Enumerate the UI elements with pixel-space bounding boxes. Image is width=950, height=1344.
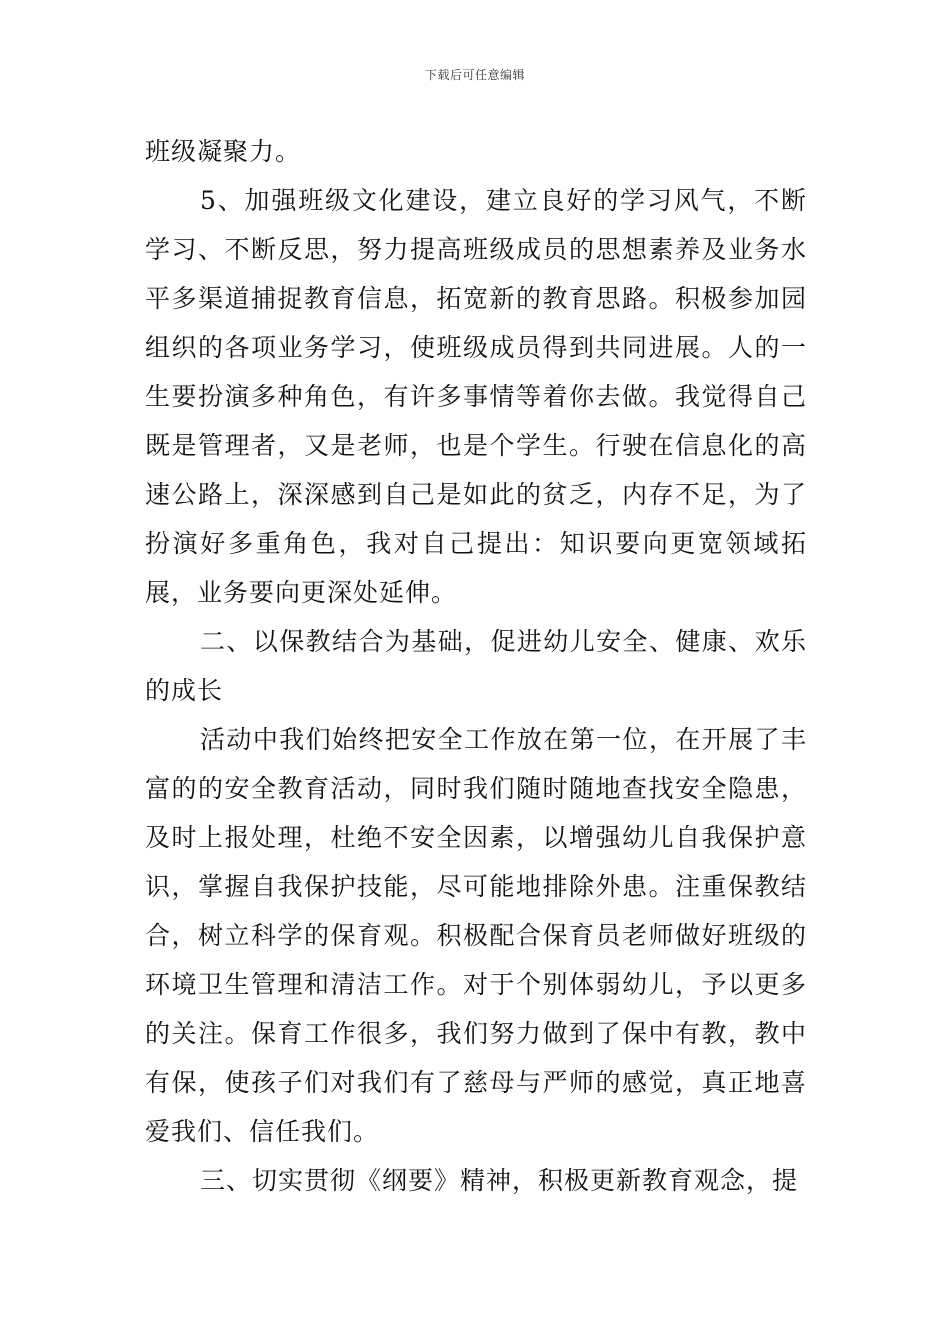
- document-body: [145, 127, 807, 1205]
- paragraph-3: 活动中我们始终把安全工作放在第一位，在开展了丰富的的安全教育活动，同时我们随时随地查找安全隐患，及时上报处理，杜绝不安全因素，以增强幼儿自我保护意识，掌握自我保护技能，尽可能地排除外患。注重保教结合，树立科学的保育观。积极配合保育员老师做好班级的环境卫生管理和清洁工作。对于个别体弱幼儿，予以更多的关注。保育工作很多，我们努力做到了保中有教，教中有保，使孩子们对我们有了慈母与严师的感觉，真正地喜爱我们、信任我们。: [145, 725, 807, 1146]
- paragraph-1: 班级凝聚力。: [145, 137, 302, 166]
- paragraph-2: 5、加强班级文化建设，建立良好的学习风气，不断学习、不断反思，努力提高班级成员的思想素养及业务水平多渠道捕捉教育信息，拓宽新的教育思路。积极参加园组织的各项业务学习，使班级成员得到共同进展。人的一生要扮演多种角色，有许多事情等着你去做。我觉得自己既是管理者，又是老师，也是个学生。行驶在信息化的高速公路上，深深感到自己是如此的贫乏，内存不足，为了扮演好多重角色，我对自己提出：知识要向更宽领域拓展，业务要向更深处延伸。: [145, 186, 807, 607]
- section-heading-2: 二、以保教结合为基础，促进幼儿安全、健康、欢乐的成长: [145, 627, 807, 705]
- section-heading-3: 三、切实贯彻《纲要》精神，积极更新教育观念，提: [200, 1166, 799, 1195]
- page-header: 下载后可任意编辑: [424, 68, 525, 82]
